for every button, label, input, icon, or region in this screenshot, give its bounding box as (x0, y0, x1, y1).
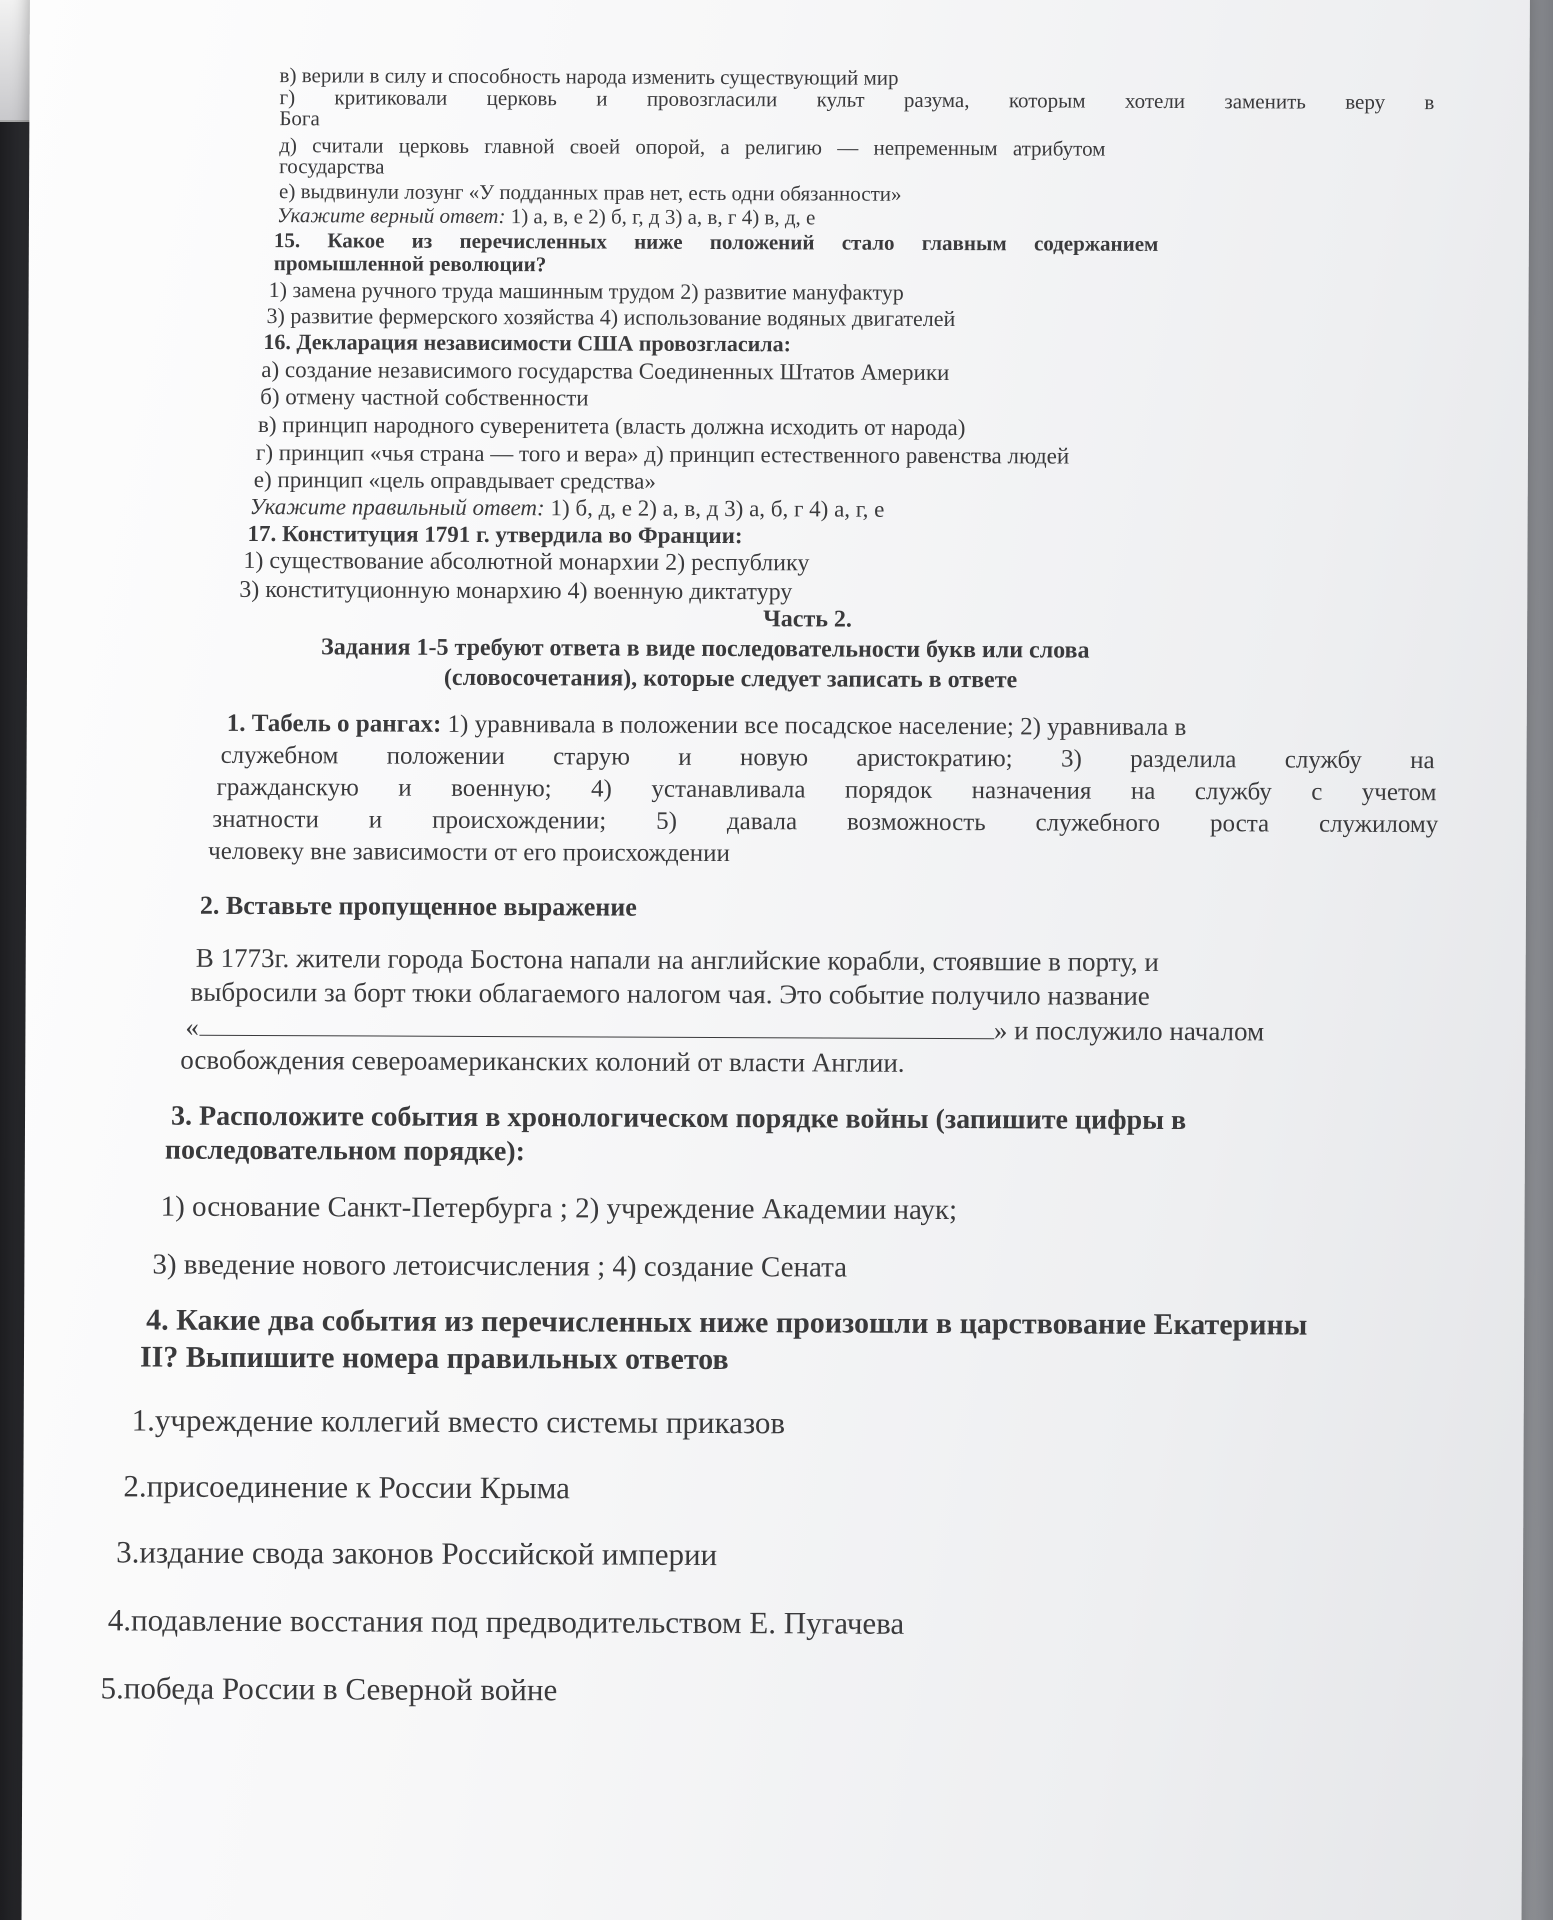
p2-q4-title-line1: 4. Какие два события из перечисленных ниже произошли в царствование Екатерины (146, 1303, 1308, 1342)
part2-intro-line1: Задания 1-5 требуют ответа в виде последовательности букв или слова (321, 634, 1090, 664)
part2-heading: Часть 2. (763, 606, 853, 633)
q16-option-g-d: г) принцип «чья страна — того и вера» д) принцип естественного равенства людей (255, 439, 1070, 469)
p2-q1-line3: гражданскую и военную; 4) устанавливала порядок назначения на службу с учетом (216, 773, 1437, 807)
p2-q2-line2: выбросили за борт тюки облагаемого налогом чая. Это событие получило название (190, 976, 1150, 1011)
q14-option-v: в) верили в силу и способность народа изменить существующий мир (279, 63, 899, 90)
q14-option-e: е) выдвинули лозунг «У подданных прав нет, есть одни обязанности» (279, 179, 902, 206)
q16-answer-line (250, 495, 885, 521)
p2-q1-line2: служебном положении старую и новую аристократию; 3) разделила службу на (220, 741, 1435, 775)
q16-answer-options: 1) б, д, е 2) а, в, д 3) а, б, г 4) а, г, е (544, 495, 885, 522)
p2-q2-line3 (185, 1013, 1264, 1046)
p2-q3-title-line2: последовательном порядке): (164, 1134, 526, 1168)
p2-q1-number: 1. (226, 709, 246, 737)
p2-q1-title: Табель о рангах: (251, 709, 442, 738)
p2-q1-line5: человеку вне зависимости от его происхождении (208, 837, 730, 868)
p2-q4-item-5: 5.победа России в Северной войне (100, 1670, 558, 1708)
q14-answer-options: 1) а, в, е 2) б, г, д 3) а, в, г 4) в, д, е (505, 204, 816, 230)
p2-q3-line1: 1) основание Санкт-Петербурга ; 2) учреждение Академии наук; (160, 1190, 958, 1227)
p2-q1-text-line1: 1) уравнивала в положении все посадское население; 2) уравнивала в (441, 710, 1187, 742)
q16-option-v: в) принцип народного суверенитета (власть должна исходить от народа) (258, 411, 966, 441)
part2-intro-line2: (словосочетания), которые следует записать в ответе (443, 664, 1018, 694)
q15-title-line2: промышленной революции? (273, 251, 547, 277)
q16-answer-label: Укажите правильный ответ: (249, 493, 545, 521)
p2-q1-line4: знатности и происхождении; 5) давала возможность служебного роста служилому (212, 805, 1439, 839)
q16-title: 16. Декларация независимости США провозгласила: (263, 329, 792, 357)
q17-options-line2: 3) конституционную монархию 4) военную диктатуру (239, 576, 793, 606)
q15-options-line2: 3) развитие фермерского хозяйства 4) использование водяных двигателей (266, 303, 956, 332)
sheet-content (21, 0, 1530, 1920)
p2-q2-line1: В 1773г. жители города Бостона напали на английские корабли, стоявшие в порту, и (195, 942, 1159, 977)
q14-answer-line (277, 205, 816, 228)
q14-option-d-line1: д) считали церковь главной своей опорой, а религию — непременным атрибутом (279, 133, 1106, 161)
p2-q1-line1 (227, 711, 1187, 740)
p2-q4-item-4: 4.подавление восстания под предводительством Е. Пугачева (107, 1602, 905, 1641)
p2-q4-item-3: 3.издание свода законов Российской империи (116, 1534, 718, 1573)
q15-options-line1: 1) замена ручного труда машинным трудом 2) развитие мануфактур (268, 277, 904, 305)
q15-title-line1: 15. Какое из перечисленных ниже положений стало главным содержанием (273, 228, 1159, 256)
q16-option-a: а) создание независимого государства Соединенных Штатов Америки (261, 357, 950, 386)
p2-q3-title-line1: 3. Расположите события в хронологическом порядке войны (запишите цифры в (170, 1100, 1187, 1137)
p2-q2-line3-tail: » и послужило началом (993, 1015, 1265, 1047)
p2-q4-item-1: 1.учреждение коллегий вместо системы приказов (131, 1402, 786, 1441)
q14-answer-label: Укажите верный ответ: (276, 203, 506, 229)
p2-q2-answer-blank[interactable] (199, 1013, 994, 1039)
q16-option-e: е) принцип «цель оправдывает средства» (253, 466, 656, 494)
p2-q2-quote-open: « (185, 1011, 199, 1042)
q14-option-g-line2: Бога (279, 106, 320, 131)
q14-option-g-line1: г) критиковали церковь и провозгласили культ разума, которым хотели заменить веру в (279, 85, 1435, 115)
p2-q3-line2: 3) введение нового летоисчисления ; 4) создание Сената (152, 1248, 848, 1284)
p2-q4-title-line2: II? Выпишите номера правильных ответов (139, 1340, 729, 1377)
q17-title: 17. Конституция 1791 г. утвердила во Франции: (247, 520, 743, 549)
q14-option-d-line2: государства (279, 154, 385, 179)
q16-option-b: б) отмену частной собственности (260, 384, 589, 411)
p2-q2-line4: освобождения североамериканских колоний от власти Англии. (180, 1044, 905, 1078)
p2-q2-title: 2. Вставьте пропущенное выражение (199, 890, 637, 922)
test-sheet (21, 0, 1530, 1920)
p2-q4-item-2: 2.присоединение к России Крыма (123, 1468, 571, 1506)
q17-options-line1: 1) существование абсолютной монархии 2) республику (243, 547, 810, 577)
